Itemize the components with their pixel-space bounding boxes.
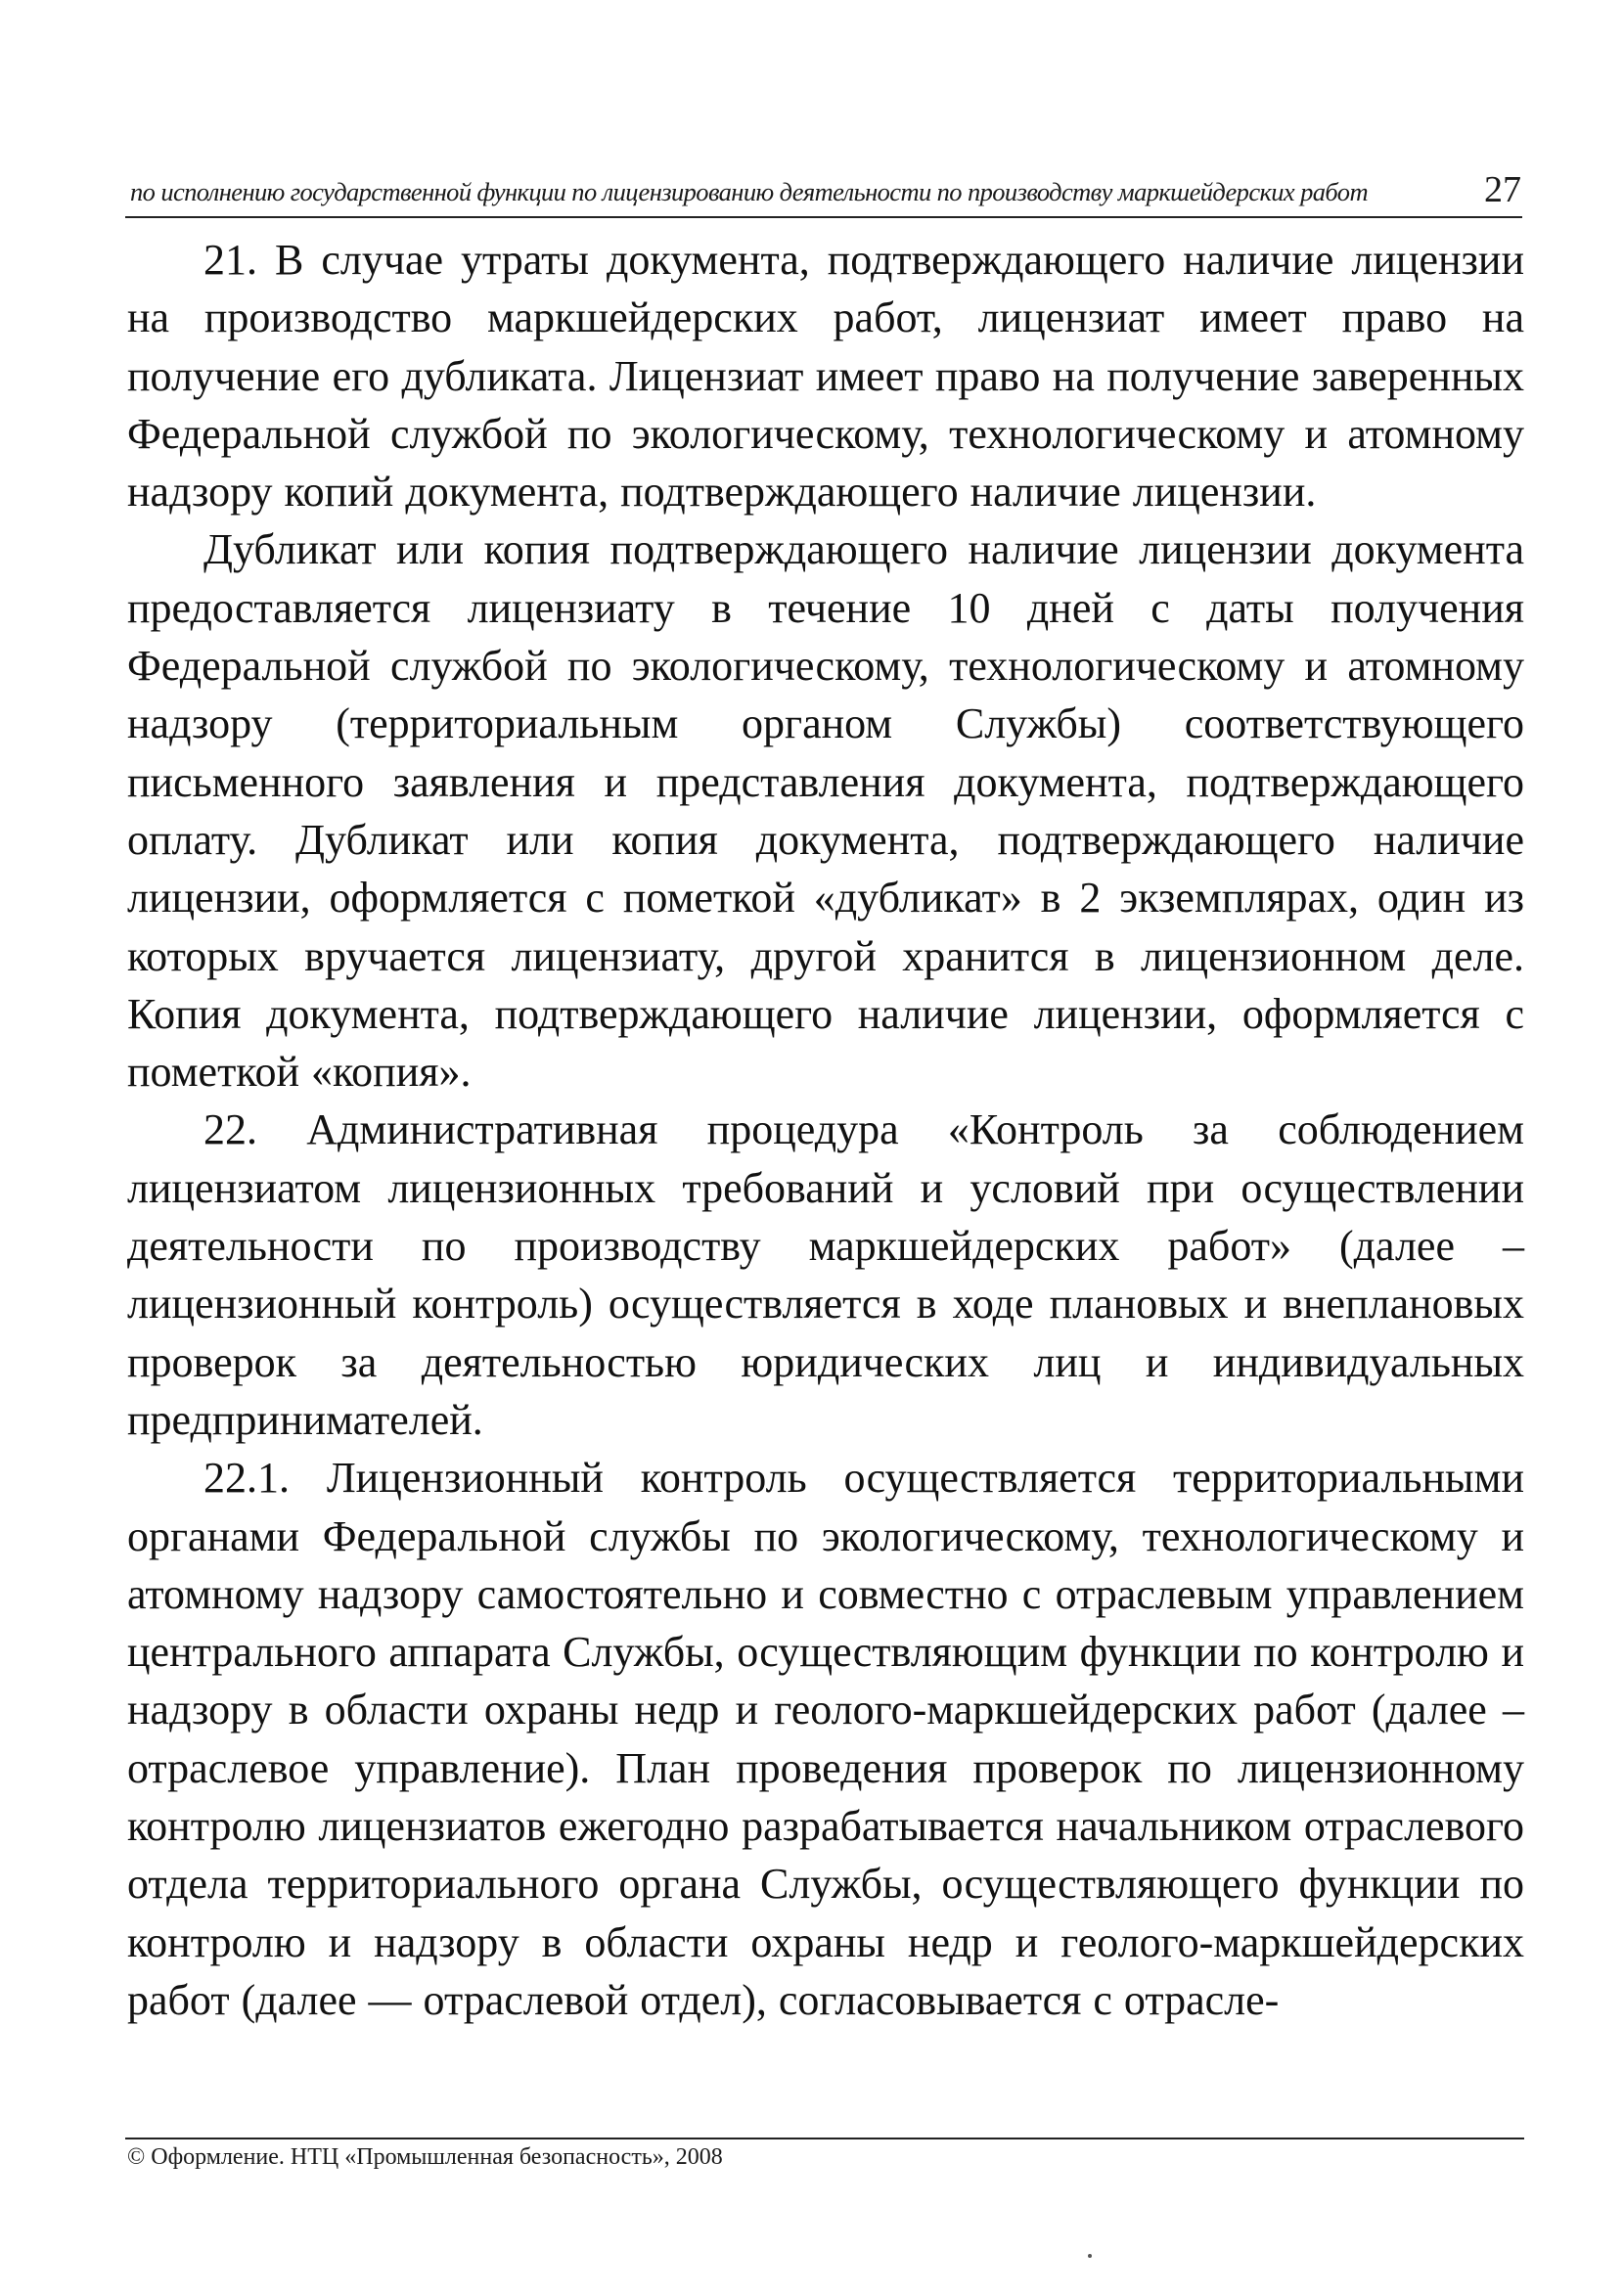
paragraph-22-1: 22.1. Лицензионный контроль осуществляется территориальными органами Федеральной службы по экологическому, технологическому и атомному надзору самостоятельно и совместно с отраслевым управлением центрального аппарата Службы, осуществляющим функции по контролю и надзору в области охраны недр и геолого-маркшейдерских работ (далее – отраслевое управление). План проведения проверок по лицензионному контролю лицензиатов ежегодно разрабатывается начальником отраслевого отдела территориального органа Службы, осуществляющего функции по контролю и надзору в области охраны недр и геолого-маркшейдерских работ (далее — отраслевой отдел), согласовывается с отрасле-: [127, 1454, 1524, 2024]
header-divider: [125, 216, 1522, 218]
scan-speck: [1088, 2254, 1092, 2258]
paragraph-22: 22. Административная процедура «Контроль за соблюдением лицензиатом лицензионных требований и условий при осуществлении деятельности по производству маркшейдерских работ» (далее – лицензионный контроль) осуществляется в ходе плановых и внеплановых проверок за деятельностью юридических лиц и индивидуальных предпринимателей.: [127, 1105, 1524, 1444]
footer-divider: [125, 2138, 1524, 2139]
page-number: 27: [1484, 169, 1521, 210]
running-header: [130, 164, 1521, 219]
body-text: [127, 231, 1524, 2029]
paragraph-duplicate: Дубликат или копия подтверждающего наличие лицензии документа предоставляется лицензиату в течение 10 дней с даты получения Федеральной службой по экологическому, технологическому и атомному надзору (территориальным органом Службы) соответствующего письменного заявления и представления документа, подтверждающего оплату. Дубликат или копия документа, подтверждающего наличие лицензии, оформляется с пометкой «дубликат» в 2 экземплярах, один из которых вручается лицензиату, другой хранится в лицензионном деле. Копия документа, подтверждающего наличие лицензии, оформляется с пометкой «копия».: [127, 525, 1524, 1097]
footer-copyright: © Оформление. НТЦ «Промышленная безопасность», 2008: [127, 2144, 723, 2170]
paragraph-21: 21. В случае утраты документа, подтверждающего наличие лицензии на производство маркшейдерских работ, лицензиат имеет право на получение его дубликата. Лицензиат имеет право на получение заверенных Федеральной службой по экологическому, технологическому и атомному надзору копий документа, подтверждающего наличие лицензии.: [127, 236, 1524, 517]
running-title: по исполнению государственной функции по лицензированию деятельности по производству маркшейдерских работ: [130, 177, 1368, 206]
